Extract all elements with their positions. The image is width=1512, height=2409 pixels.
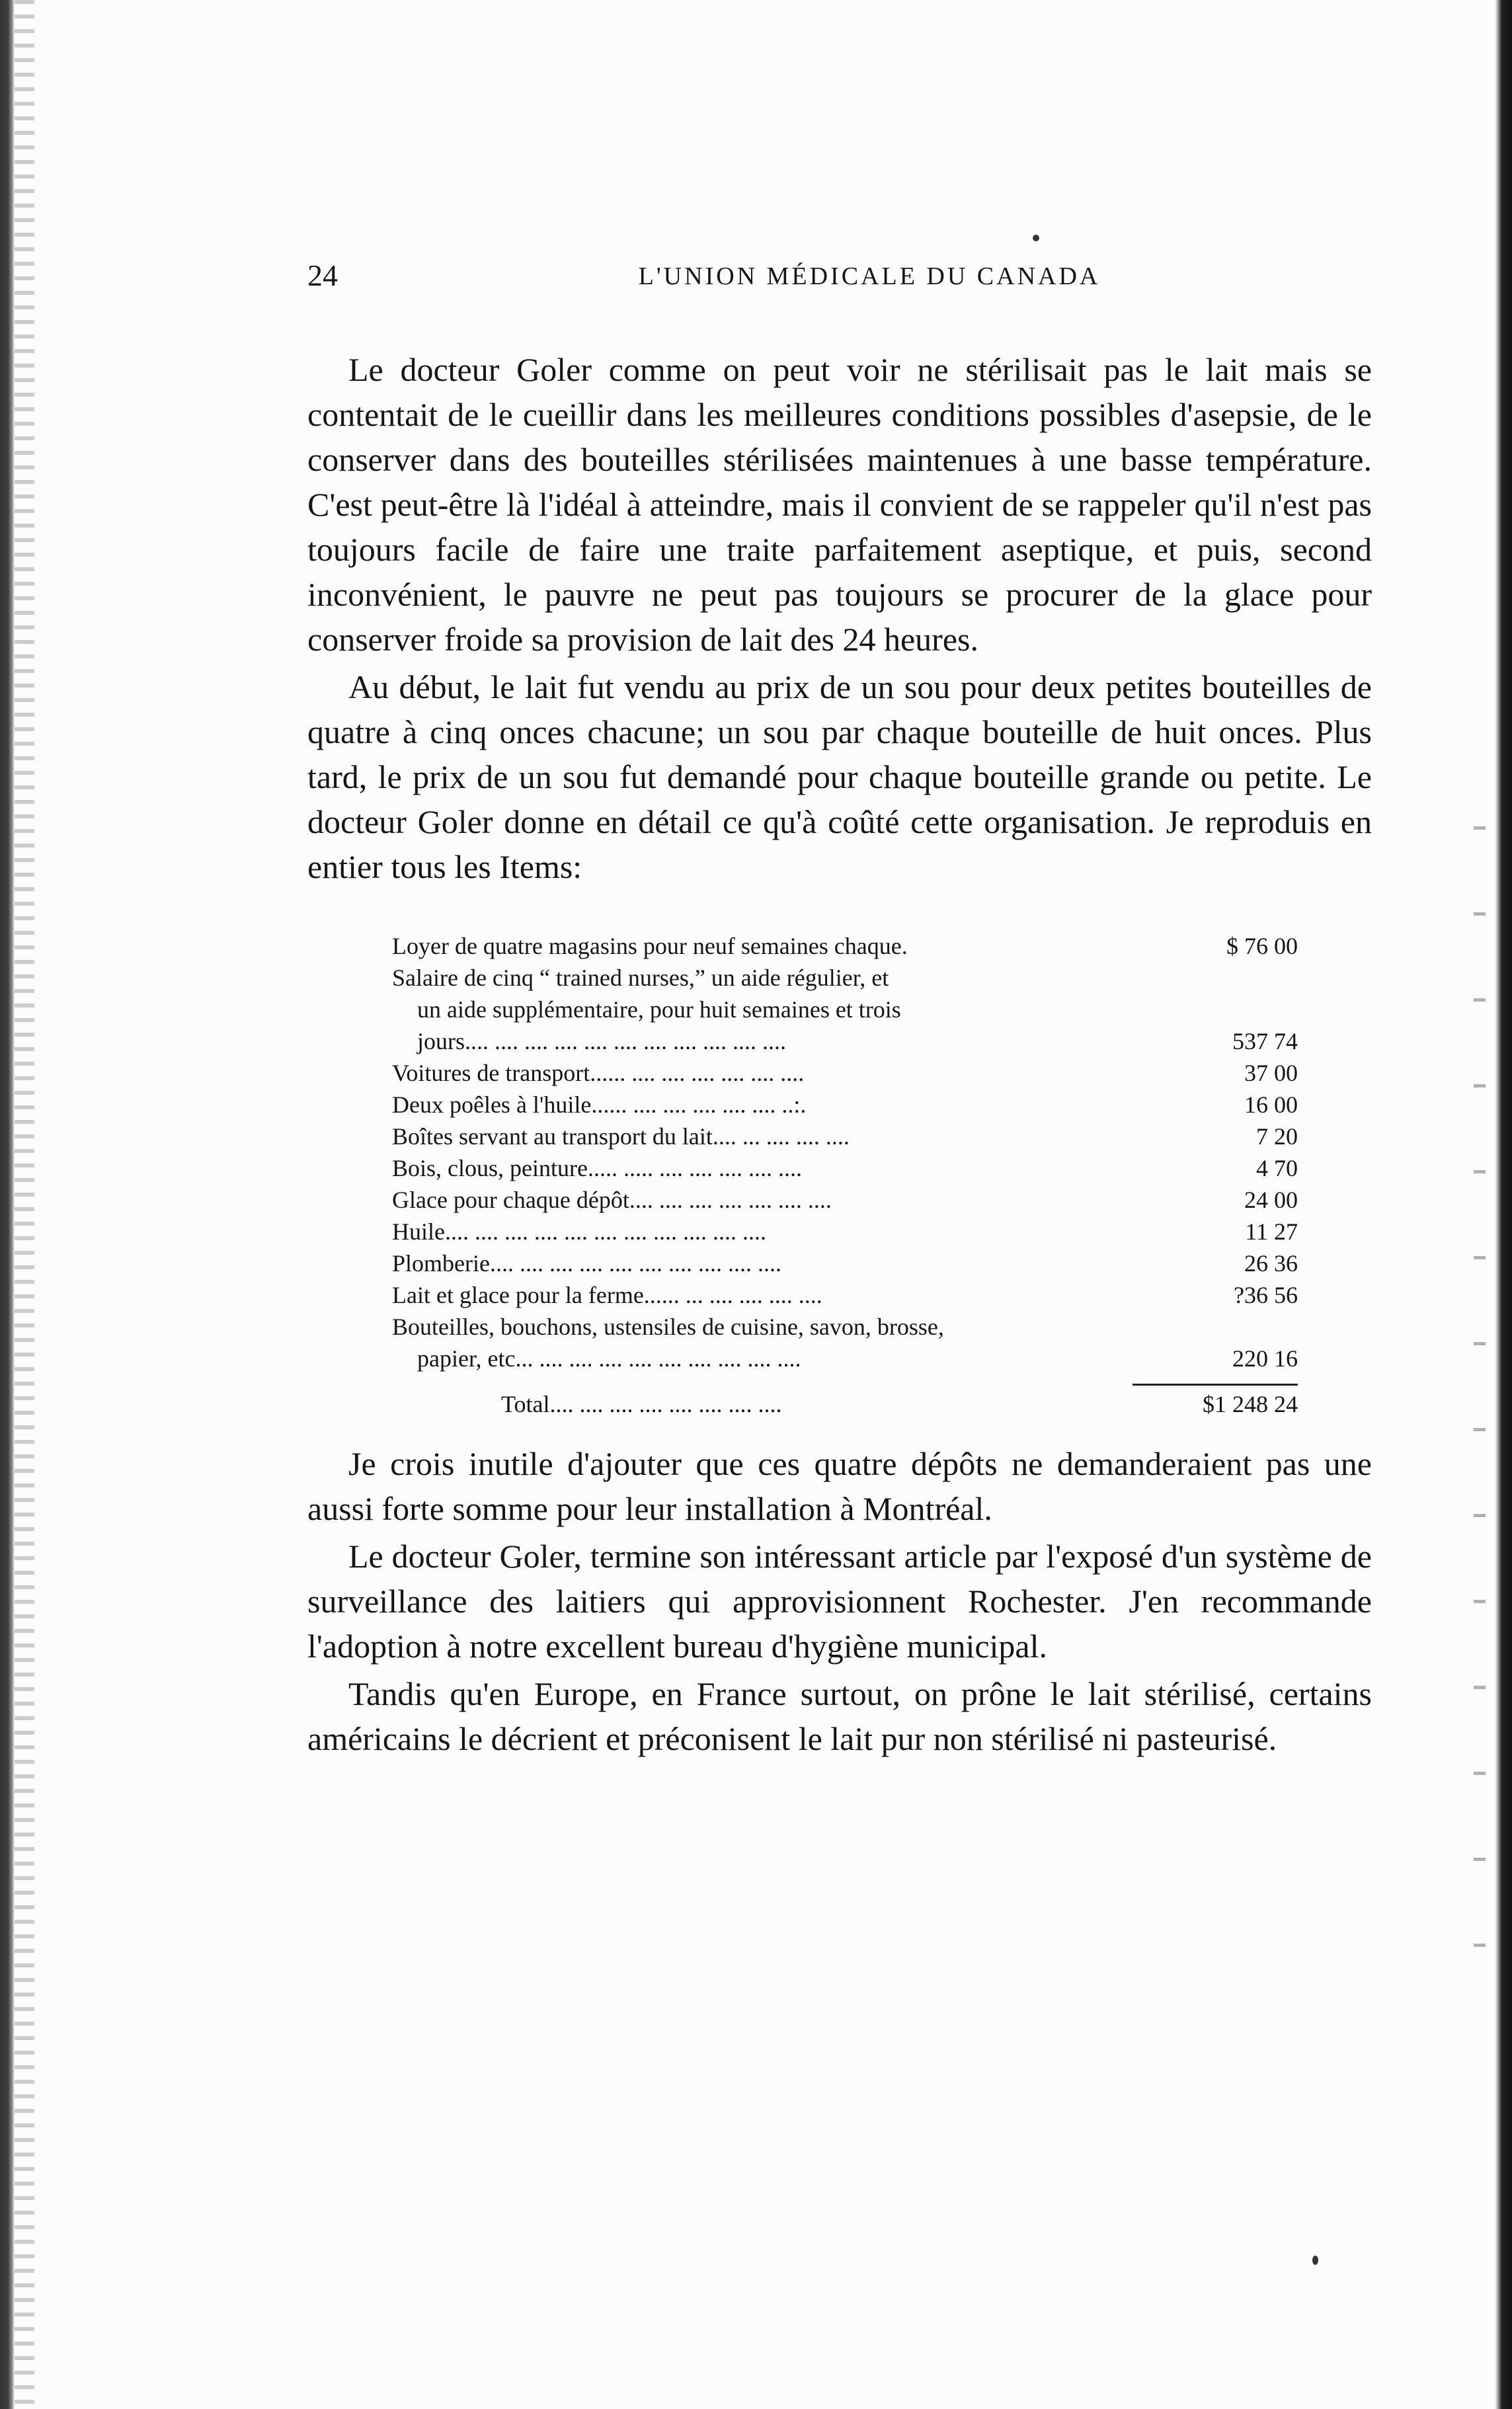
row-amount: 37 00 bbox=[1244, 1060, 1298, 1086]
row-amount: 537 74 bbox=[1232, 1028, 1298, 1054]
total-amount: $1 248 24 bbox=[1203, 1391, 1298, 1417]
table-row bbox=[392, 1311, 1298, 1343]
document-page bbox=[307, 258, 1372, 1761]
row-label: jours.... .... .... .... .... .... .... .... .... .... .... bbox=[417, 1028, 786, 1054]
row-amount: 11 27 bbox=[1245, 1218, 1298, 1245]
total-rule bbox=[1133, 1384, 1298, 1386]
ink-speck bbox=[1033, 235, 1039, 241]
row-label: Loyer de quatre magasins pour neuf semaines chaque. bbox=[392, 933, 908, 959]
row-label: un aide supplémentaire, pour huit semaines et trois bbox=[417, 996, 901, 1023]
row-label: Huile.... .... .... .... .... .... .... .... .... .... .... bbox=[392, 1218, 766, 1245]
scan-edge-right-marks bbox=[1474, 826, 1486, 2016]
table-row bbox=[392, 1057, 1298, 1089]
table-row bbox=[392, 1121, 1298, 1152]
row-label: Lait et glace pour la ferme...... ... .... .... .... .... bbox=[392, 1282, 822, 1308]
paragraph-1: Le docteur Goler comme on peut voir ne stérilisait pas le lait mais se contentait de le cueillir dans les meilleures conditions possibles d'asepsie, de le conserver dans des bouteilles stérilisées maintenues à une basse température. C'est peut-être là l'idéal à atteindre, mais il convient de se rappeler qu'il n'est pas toujours facile de faire une traite parfaitement aseptique, et puis, second inconvénient, le pauvre ne peut pas toujours se procurer de la glace pour conserver froide sa provision de lait des 24 heures. bbox=[307, 351, 1372, 658]
row-label: Boîtes servant au transport du lait.... ... .... .... .... bbox=[392, 1123, 850, 1150]
row-amount: 26 36 bbox=[1244, 1250, 1298, 1277]
row-label: Bouteilles, bouchons, ustensiles de cuisine, savon, brosse, bbox=[392, 1314, 944, 1340]
page-header bbox=[307, 258, 1372, 311]
ink-speck bbox=[1312, 2256, 1318, 2265]
row-amount: ?36 56 bbox=[1234, 1282, 1298, 1308]
table-row bbox=[392, 1152, 1298, 1184]
row-label: papier, etc... .... .... .... .... .... .... .... .... .... bbox=[417, 1345, 801, 1372]
total-label: Total.... .... .... .... .... .... .... .... bbox=[501, 1391, 782, 1417]
table-row bbox=[392, 994, 1298, 1025]
expense-table bbox=[392, 930, 1298, 1420]
row-label: Voitures de transport...... .... .... .... .... .... .... bbox=[392, 1060, 805, 1086]
table-row bbox=[392, 1184, 1298, 1216]
table-row bbox=[392, 962, 1298, 994]
table-row bbox=[392, 1025, 1298, 1057]
paragraph-2: Au début, le lait fut vendu au prix de un sou pour deux petites bouteilles de quatre à cinq onces chacune; un sou par chaque bouteille de huit onces. Plus tard, le prix de un sou fut demandé pour chaque bouteille grande ou petite. Le docteur Goler donne en détail ce qu'à coûté cette organisation. Je reproduis en entier tous les Items: bbox=[307, 668, 1372, 885]
table-row bbox=[392, 1089, 1298, 1121]
paragraph-5: Tandis qu'en Europe, en France surtout, on prône le lait stérilisé, certains américains le décrient et préconisent le lait pur non stérilisé ni pasteurisé. bbox=[307, 1675, 1372, 1757]
total-row bbox=[392, 1388, 1298, 1420]
row-label: Salaire de cinq “ trained nurses,” un aide régulier, et bbox=[392, 965, 889, 991]
table-row bbox=[392, 1343, 1298, 1374]
scan-edge-right bbox=[1495, 0, 1512, 2409]
table-row bbox=[392, 1247, 1298, 1279]
row-amount: $ 76 00 bbox=[1226, 933, 1298, 959]
paragraph-3: Je crois inutile d'ajouter que ces quatre dépôts ne demanderaient pas une aussi forte somme pour leur installation à Montréal. bbox=[307, 1445, 1372, 1527]
row-amount: 24 00 bbox=[1244, 1187, 1298, 1213]
row-amount: 16 00 bbox=[1244, 1091, 1298, 1118]
scan-edge-left bbox=[0, 0, 15, 2409]
table-row bbox=[392, 930, 1298, 962]
page-number: 24 bbox=[307, 258, 338, 292]
row-amount: 4 70 bbox=[1256, 1155, 1298, 1181]
row-label: Bois, clous, peinture..... ..... .... .... .... .... .... bbox=[392, 1155, 802, 1181]
row-amount: 7 20 bbox=[1256, 1123, 1298, 1150]
table-row bbox=[392, 1216, 1298, 1247]
running-head: L'UNION MÉDICALE DU CANADA bbox=[638, 262, 1101, 290]
row-label: Deux poêles à l'huile...... .... .... .... .... .... ..:. bbox=[392, 1091, 807, 1118]
row-amount: 220 16 bbox=[1232, 1345, 1298, 1372]
row-label: Glace pour chaque dépôt.... .... .... .... .... .... .... bbox=[392, 1187, 832, 1213]
scan-edge-left-marks bbox=[15, 0, 34, 2409]
table-row bbox=[392, 1279, 1298, 1311]
paragraph-4: Le docteur Goler, termine son intéressant article par l'exposé d'un système de surveillance des laitiers qui approvisionnent Rochester. J'en recommande l'adoption à notre excellent bureau d'hygiène municipal. bbox=[307, 1538, 1372, 1665]
row-label: Plomberie.... .... .... .... .... .... .... .... .... .... bbox=[392, 1250, 781, 1277]
